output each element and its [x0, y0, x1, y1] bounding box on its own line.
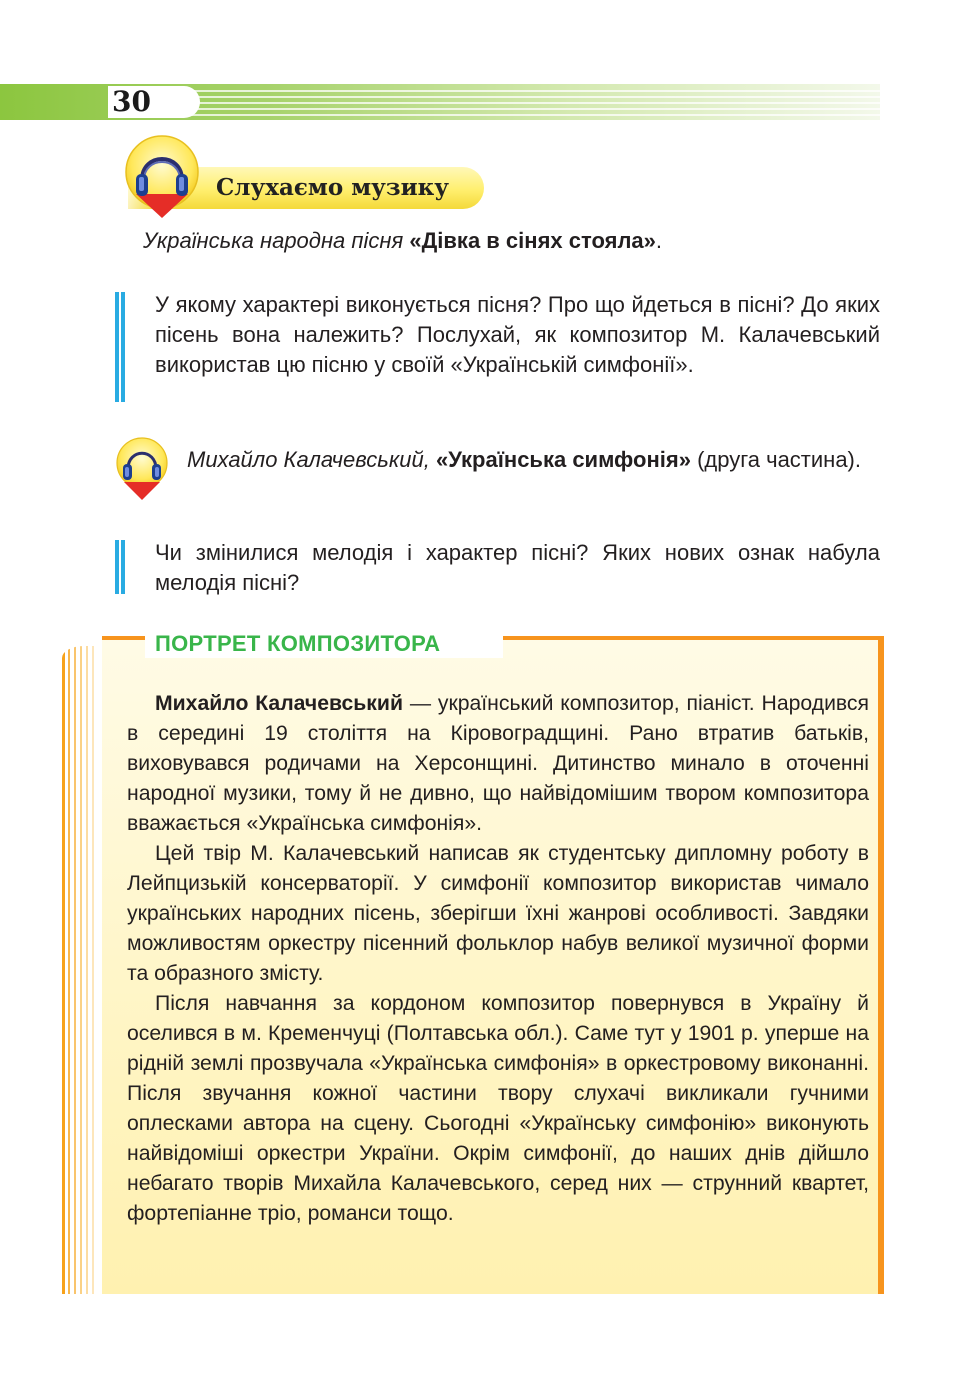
portrait-paragraph: Цей твір М. Калачевський написав як студентську дипломну роботу в Лейпцизькій консерваторії. У симфонії композитор використав чимало українських народних пісень, зберігши їхні жанрові особливості. Завдяки можливостям оркестру пісенний фольклор набув великої музичної форми та образного змісту. — [127, 842, 869, 985]
portrait-body — [127, 689, 869, 1229]
question-marker-bar — [121, 540, 125, 594]
portrait-paragraph — [127, 689, 869, 839]
portrait-paragraph: Після навчання за кордоном композитор повернувся в Україну й оселився в м. Кременчуці (Полтавська обл.). Саме тут у 1901 р. уперше на рідній землі прозвучала «Українська симфонія» в оркестровому виконанні. Після звучання кожної частини твору слухачі викликали гучними оплесками автора на сцену. Сьогодні «Українську симфонію» виконують найвідоміші оркестри України. Окрім симфонії, до наших днів дійшло небагато творів Михайла Калачевського, серед них — струнний квартет, фортепіанне тріо, романси тощо. — [127, 992, 869, 1225]
question-marker-bar — [115, 292, 119, 402]
headphones-icon — [112, 436, 172, 504]
symphony-title: «Українська симфонія» — [435, 447, 691, 472]
questions-block: У якому характері виконується пісня? Про що йдеться в пісні? До яких пісень вона належить? Послухай, як композитор М. Калачевський використав цю пісню у своїй «Українській симфонії». — [155, 292, 880, 377]
symphony-line — [187, 445, 880, 475]
song-title: «Дівка в сінях стояла» — [409, 228, 656, 253]
section-title: Слухаємо музику — [216, 174, 449, 201]
composer-name: Михайло Калачевський, — [187, 447, 430, 472]
symphony-note: (друга частина). — [697, 447, 861, 472]
composer-name-bold: Михайло Калачевський — [155, 692, 403, 715]
page-header-stripes — [190, 86, 880, 118]
headphones-icon — [118, 134, 206, 220]
portrait-heading: ПОРТРЕТ КОМПОЗИТОРА — [155, 631, 441, 656]
questions-block: Чи змінилися мелодія і характер пісні? Яких нових ознак набула мелодія пісні? — [155, 540, 880, 595]
question-marker-bar — [121, 292, 125, 402]
song-label: Українська народна пісня — [143, 228, 404, 253]
question-marker-bar — [115, 540, 119, 594]
page-number: 30 — [112, 85, 151, 118]
song-line — [143, 226, 883, 256]
portrait-paragraph-text: — український композитор, піаніст. Народився в середині 19 століття на Кіровоградщині. Рано втратив батьків, виховувався родичами на Херсонщині. Дитинство минало в оточенні народної музики, тому й не дивно, що найвідомішим твором композитора вважається «Українська симфонія». — [127, 692, 869, 835]
song-end: . — [655, 228, 663, 253]
